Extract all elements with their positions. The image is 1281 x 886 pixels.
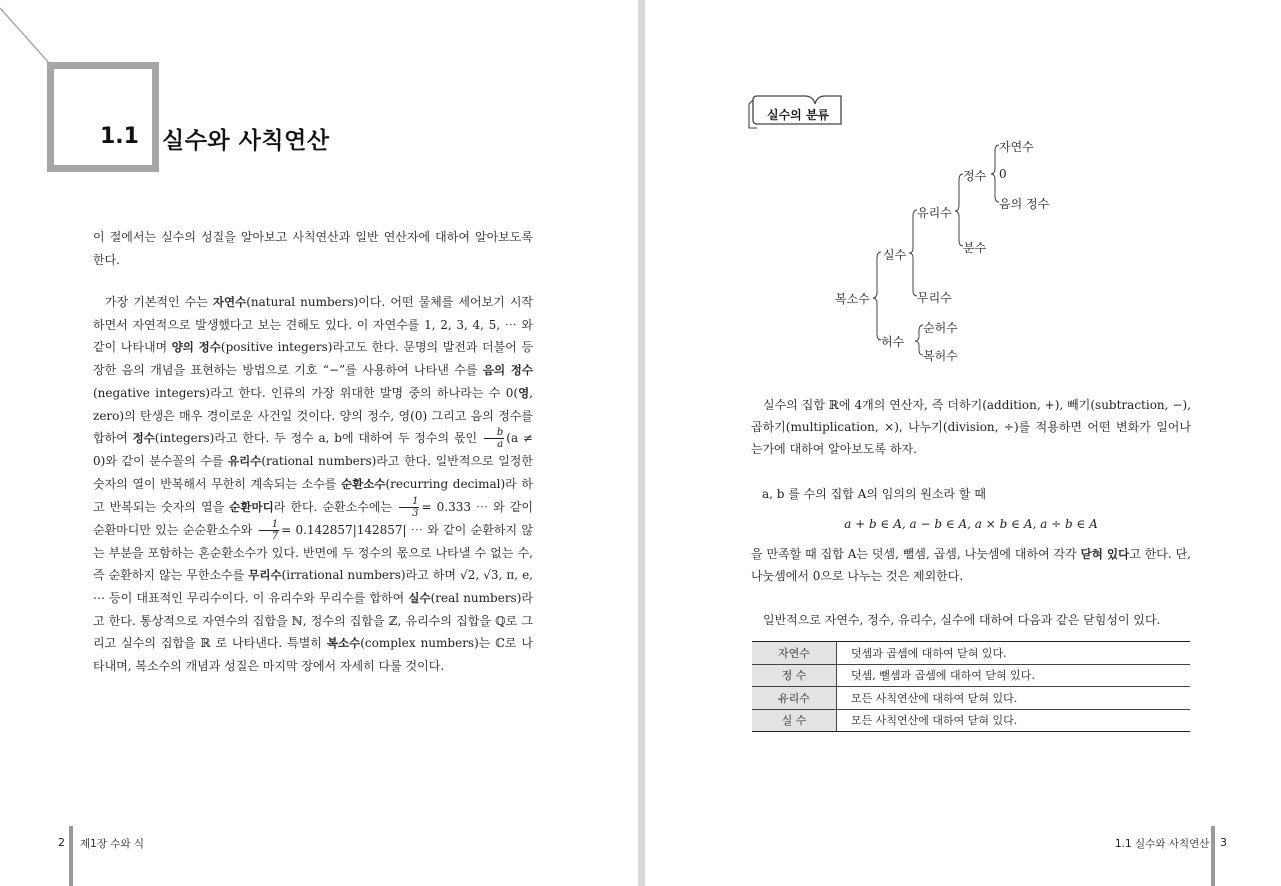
closure-desc: 덧셈과 곱셈에 대하여 닫혀 있다.: [837, 642, 1191, 665]
fraction-1-7: [259, 519, 279, 542]
left-page: [0, 0, 638, 886]
frac-den: 3: [412, 507, 419, 519]
section-header-box: [47, 62, 159, 172]
node-real: 실수: [883, 248, 907, 262]
term-irrational: 무리수: [248, 568, 282, 583]
text: (real numbers)라고 한다. 통상적으로 자연수의 집합을 ℕ, 정수의 집합을 ℤ, 유리수의 집합을 ℚ로 그리고 실수의 집합을 ℝ 로 나타낸다. 특별히: [93, 591, 533, 651]
set-name: 정 수: [752, 664, 837, 687]
table-row: [752, 664, 1190, 687]
closure-table: [752, 641, 1190, 732]
body-text: [93, 291, 533, 678]
term-negative-int: 음의 정수: [482, 363, 533, 378]
term-repetend: 순환마디: [229, 499, 274, 514]
section-number: 1.1: [100, 124, 139, 149]
closure-formula: a + b ∈ A, a − b ∈ A, a × b ∈ A, a ÷ b ∈ A: [844, 517, 1098, 531]
text: (natural numbers)이다. 어떤 물체를 세어보기 시작하면서 자연적으로 발생했다고 보는 견해도 있다. 이 자연수를 1, 2, 3, 4, 5, ⋯ 와 같이 나타내며: [93, 295, 534, 355]
fraction-b-over-a: [484, 427, 504, 450]
term-recurring: 순환소수: [341, 476, 386, 491]
node-zero: 0: [999, 167, 1007, 181]
text: 을 만족할 때 집합 A는 덧셈, 뺄셈, 곱셈, 나눗셈에 대하여 각각: [751, 547, 1081, 561]
operators-text: 실수의 집합 ℝ에 4개의 연산자, 즉 더하기(addition, +), 빼기(subtraction, −), 곱하기(multiplication, ×), 나누기(division, ÷)를 적용하면 어떤 변화가 일어나는가에 대하여 알아보도록 하자.: [751, 398, 1191, 456]
frac-den: 7: [271, 530, 279, 542]
table-row: [752, 687, 1190, 710]
node-negative-int: 음의 정수: [999, 197, 1050, 211]
node-natural: 자연수: [999, 140, 1034, 154]
operators-paragraph: [751, 394, 1191, 460]
page-number: 2: [58, 836, 65, 849]
node-rational: 유리수: [917, 206, 952, 220]
text: (positive integers)라고도 한다. 문명의 발전과 더불어 등장한 음의 개념을 표현하는 방법으로 기호 “−”를 사용하여 나타낸 수를: [93, 340, 533, 378]
node-integer: 정수: [963, 169, 987, 183]
chapter-title: 제1장 수와 식: [80, 838, 145, 850]
node-pure-imag: 순허수: [923, 321, 958, 335]
text: 가장 기본적인 수는: [105, 295, 213, 309]
text: (recurring decimal)라 하고 반복되는 숫자의 열을: [93, 476, 533, 514]
text: , zero)의 탄생은 매우 경이로운 사건일 것이다. 양의 정수, 영(0) 그리고 음의 정수를 합하여: [93, 385, 533, 446]
closure-intro-text: 일반적으로 자연수, 정수, 유리수, 실수에 대하여 다음과 같은 닫힘성이 있다.: [763, 613, 1161, 627]
text: (a ≠ 0)와 같이 분수꼴의 수를: [93, 431, 533, 469]
text: = 0.333 ⋯ 와 같이 순환마디만 있는 순순환소수와: [93, 499, 534, 537]
section-title: 실수와 사칙연산: [162, 128, 330, 154]
text: 라 한다. 순환소수에는: [273, 499, 398, 514]
node-complex-imag: 복허수: [923, 349, 958, 363]
closure-intro: [751, 609, 1191, 631]
term-zero: 영: [518, 385, 530, 400]
intro-paragraph: [93, 226, 533, 271]
text: = 0.142857|142857| ⋯ 와 같이 순환하지 않는 부분을 포함하는 혼순환소수가 있다. 반면에 두 정수의 몫으로 나타낼 수 없는 수, 즉 순환하지 않는 무한소수를: [93, 522, 533, 583]
closed-paragraph: [751, 543, 1191, 587]
text: (irrational numbers)라고 하며 √2, √3, π, e, ⋯ 등이 대표적인 무리수이다. 이 유리수와 무리수를 합하여: [93, 568, 533, 606]
classification-tree-lines: [645, 0, 1281, 380]
node-imaginary: 허수: [881, 335, 905, 349]
body-paragraph: [93, 291, 533, 678]
fraction-1-3: [399, 496, 419, 519]
term-integer: 정수: [132, 431, 155, 446]
footer-bar: [69, 826, 73, 886]
term-natural: 자연수: [212, 295, 247, 309]
text: (negative integers)라고 한다. 인류의 가장 위대한 발명 중의 하나라는 수 0(: [93, 385, 519, 400]
table-row: [752, 642, 1190, 665]
footer-bar: [1211, 826, 1215, 886]
intro-text: 이 절에서는 실수의 성질을 알아보고 사칙연산과 일반 연산자에 대하여 알아보도록 한다.: [93, 230, 533, 267]
set-name: 실 수: [752, 709, 837, 732]
frac-num: 1: [259, 519, 279, 531]
term-complex: 복소수: [326, 636, 361, 651]
frac-num: 1: [399, 496, 419, 508]
node-irrational: 무리수: [917, 291, 952, 305]
closure-desc: 모든 사칙연산에 대하여 닫혀 있다.: [837, 687, 1191, 710]
set-name: 유리수: [752, 687, 837, 710]
closure-desc: 모든 사칙연산에 대하여 닫혀 있다.: [837, 709, 1191, 732]
term-real: 실수: [408, 591, 431, 606]
text: 고 한다. 단, 나눗셈에서 0으로 나누는 것은 제외한다.: [751, 547, 1191, 583]
text: (complex numbers)는 ℂ로 나타내며, 복소수의 개념과 성질은 마지막 장에서 자세히 다룰 것이다.: [93, 636, 533, 674]
node-complex: 복소수: [835, 292, 870, 306]
tree-title: 실수의 분류: [767, 108, 830, 122]
page-number: 3: [1220, 836, 1227, 849]
element-paragraph: [762, 483, 1182, 505]
section-footer: 1.1 실수와 사칙연산: [1115, 838, 1210, 850]
closed-text: [751, 543, 1191, 587]
right-page: [645, 0, 1281, 886]
term-closed: 닫혀 있다: [1080, 547, 1130, 561]
set-name: 자연수: [752, 642, 837, 665]
closure-desc: 덧셈, 뺄셈과 곱셈에 대하여 닫혀 있다.: [837, 664, 1191, 687]
term-rational: 유리수: [228, 454, 262, 469]
node-fraction: 분수: [963, 241, 987, 255]
text: (integers)라고 한다. 두 정수 a, b에 대하여 두 정수의 몫인: [154, 431, 482, 446]
term-positive-int: 양의 정수: [171, 340, 221, 355]
frac-den: a: [497, 439, 504, 451]
book-gutter: [638, 0, 645, 886]
element-text: a, b 를 수의 집합 A의 임의의 원소라 할 때: [762, 487, 986, 501]
frac-num: b: [484, 427, 504, 439]
table-row: [752, 709, 1190, 732]
text: (rational numbers)라고 한다. 일반적으로 일정한 숫자의 열이 반복해서 무한히 계속되는 소수를: [93, 454, 533, 491]
